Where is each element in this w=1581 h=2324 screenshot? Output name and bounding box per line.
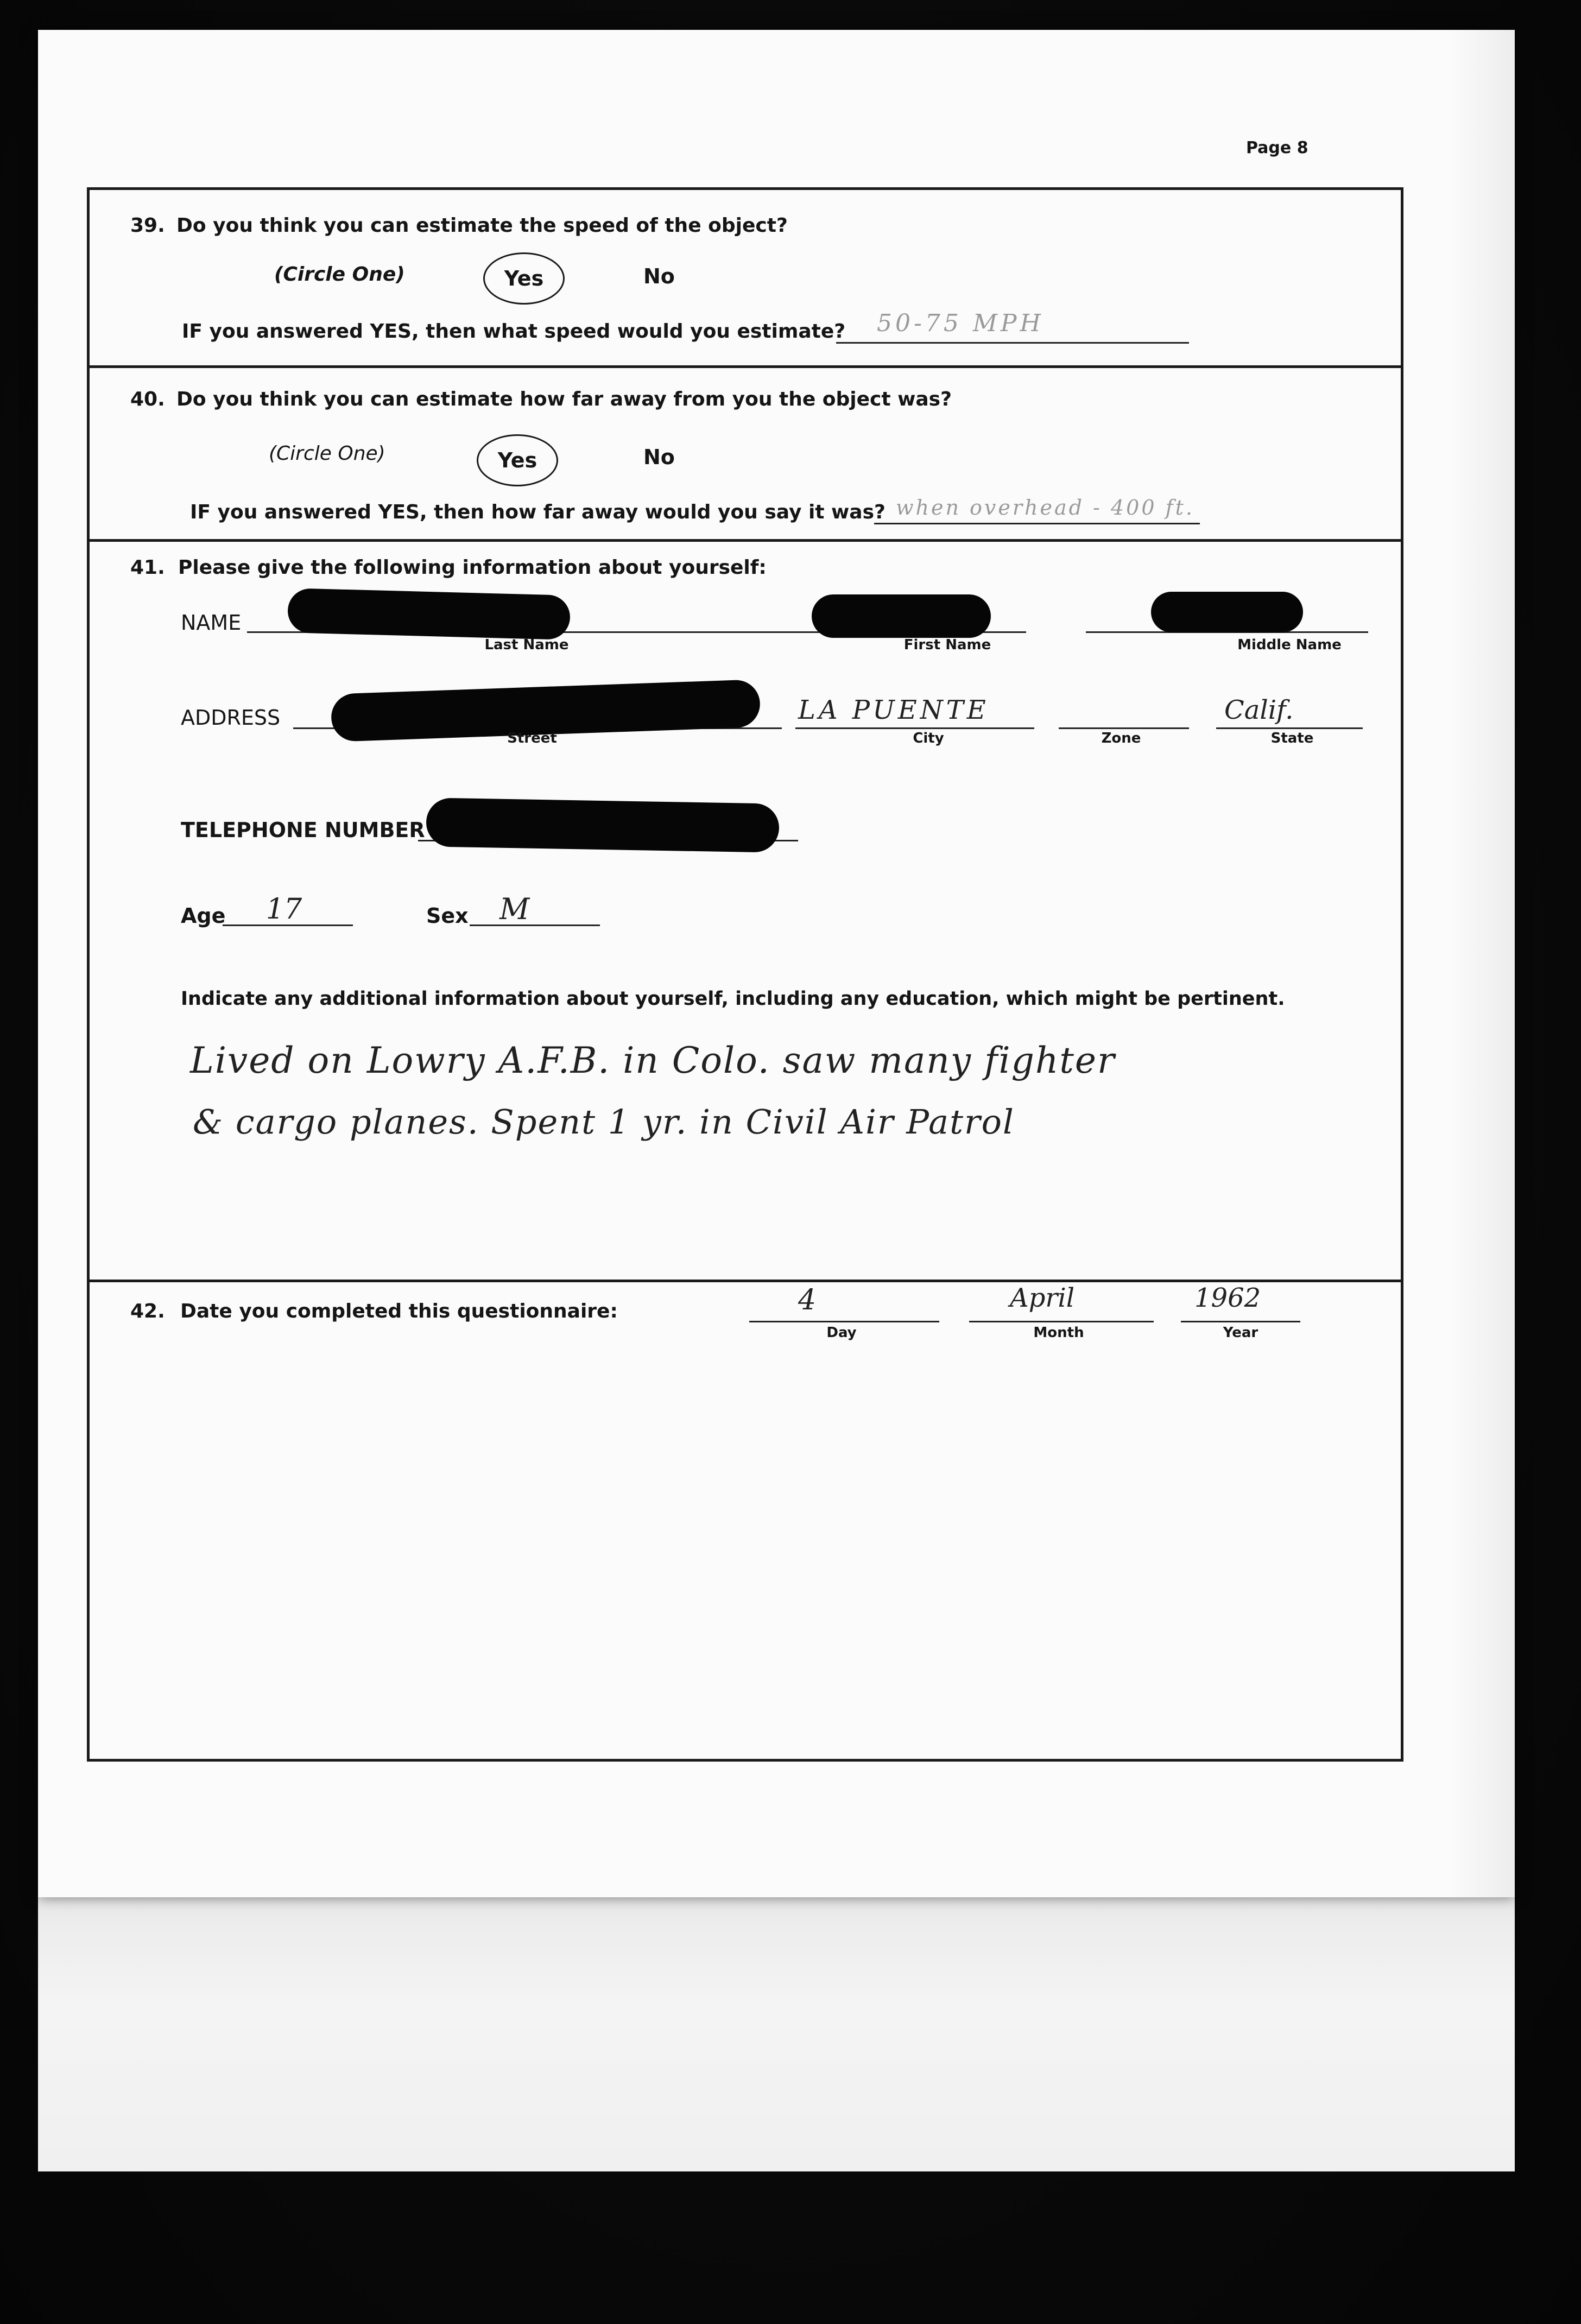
redaction-telephone: [426, 797, 779, 852]
sex-value: M: [499, 892, 530, 926]
q40-answer-line: [874, 523, 1200, 524]
redaction-first-name: [812, 594, 991, 638]
q40-no-option[interactable]: No: [643, 445, 675, 469]
q39-yes-option[interactable]: [483, 252, 565, 305]
divider-39-40: [87, 365, 1403, 368]
city-line: [795, 727, 1034, 729]
q42-number: 42.: [130, 1300, 165, 1322]
q39-question: Do you think you can estimate the speed of the object?: [176, 214, 788, 237]
page-edge-shadow: [1450, 30, 1515, 1897]
day-value: 4: [798, 1284, 817, 1316]
q39-yes-label: Yes: [504, 267, 544, 290]
month-value: April: [1010, 1283, 1075, 1313]
month-line: [969, 1321, 1154, 1322]
redaction-middle-name: [1151, 592, 1303, 632]
q40-question: Do you think you can estimate how far away from you the object was?: [176, 388, 952, 410]
q40-followup: IF you answered YES, then how far away would you say it was?: [190, 501, 886, 523]
caption-month: Month: [1033, 1325, 1084, 1341]
sex-label: Sex: [426, 904, 469, 928]
telephone-label: TELEPHONE NUMBER: [181, 818, 425, 842]
caption-year: Year: [1223, 1325, 1259, 1341]
q40-yes-label: Yes: [497, 448, 537, 472]
form-frame: [87, 187, 1403, 1762]
day-line: [749, 1321, 939, 1322]
q39-number: 39.: [130, 214, 165, 237]
q41-prompt: Please give the following information about yourself:: [178, 556, 767, 579]
caption-city: City: [913, 730, 944, 746]
address-label: ADDRESS: [181, 706, 281, 730]
q40-number: 40.: [130, 388, 165, 410]
zone-line: [1059, 727, 1189, 729]
state-value: Calif.: [1224, 695, 1294, 725]
caption-zone: Zone: [1101, 730, 1141, 746]
additional-info-line-1: Lived on Lowry A.F.B. in Colo. saw many fighter: [190, 1040, 1116, 1081]
state-line: [1216, 727, 1363, 729]
caption-last-name: Last Name: [484, 637, 569, 653]
q39-followup: IF you answered YES, then what speed would you estimate?: [182, 320, 846, 343]
redaction-last-name: [287, 588, 571, 640]
q39-answer-line: [836, 342, 1189, 344]
q40-distance-answer: when overhead - 400 ft.: [896, 496, 1195, 520]
year-line: [1181, 1321, 1300, 1322]
q39-circle-prompt: (Circle One): [274, 263, 405, 286]
year-value: 1962: [1194, 1283, 1261, 1313]
caption-first-name: First Name: [903, 637, 991, 653]
age-label: Age: [181, 904, 226, 928]
name-label: NAME: [181, 611, 242, 635]
additional-info-prompt: Indicate any additional information about yourself, including any education, which might be pertinent.: [181, 988, 1285, 1010]
caption-day: Day: [826, 1325, 857, 1341]
q39-speed-answer: 50-75 MPH: [877, 309, 1044, 337]
page-number: Page 8: [1246, 138, 1308, 157]
divider-40-41: [87, 539, 1403, 542]
city-value: LA PUENTE: [798, 695, 989, 725]
questionnaire-page: [38, 30, 1515, 1897]
age-value: 17: [266, 893, 302, 926]
sex-line: [470, 924, 600, 926]
caption-state: State: [1270, 730, 1314, 746]
q40-circle-prompt: (Circle One): [269, 442, 385, 465]
caption-middle-name: Middle Name: [1237, 637, 1342, 653]
underlying-sheet: [38, 1889, 1515, 2171]
q41-number: 41.: [130, 556, 165, 579]
caption-street: Street: [507, 730, 557, 746]
q40-yes-option[interactable]: [477, 434, 558, 486]
q39-no-option[interactable]: No: [643, 264, 675, 288]
additional-info-line-2: & cargo planes. Spent 1 yr. in Civil Air Patrol: [193, 1102, 1015, 1142]
q42-prompt: Date you completed this questionnaire:: [180, 1300, 618, 1322]
divider-41-42: [87, 1280, 1403, 1282]
age-line: [223, 924, 353, 926]
